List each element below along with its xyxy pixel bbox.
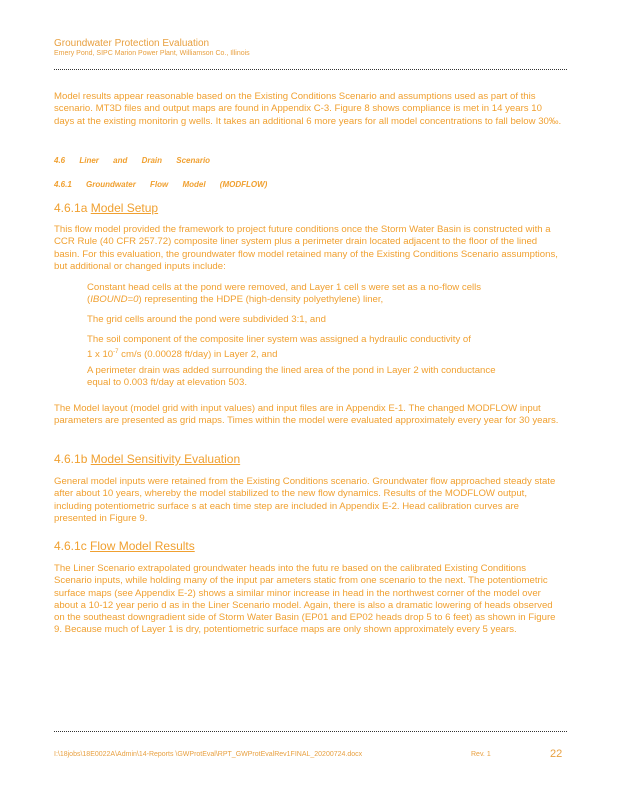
- flow-results-paragraph: The Liner Scenario extrapolated groundwater heads into the futu re based on the calibrated Existing Conditions Scenario inputs, while holding many of the input par ameters static from one scenario to the next. The potentiometric surface maps (see Appendix E-2) shows a similar minor increase in head in the northwest corner of the model over about a 10-12 year perio d as in the Liner Scenario model. Again, there is also a dramatic lowering of heads observed on the southeast downgradient side of Storm Water Basin (EP01 and EP02 heads drop 5 to 6 feet) as shown in Figure 9. Because much of Layer 1 is dry, potentiometric surface maps are only shown approximately every 5 years.: [54, 563, 556, 636]
- section-number: 4.6.1b: [54, 452, 88, 466]
- section-title: Model Sensitivity Evaluation: [90, 452, 241, 466]
- bullet-item-1: Constant head cells at the pond were removed, and Layer 1 cell s were set as a no-flow cells (IBOUND=0) representing the HDPE (high-density polyethylene) liner,: [87, 282, 482, 306]
- footer-revision: Rev. 1: [471, 751, 491, 758]
- section-4-6-heading: [54, 156, 210, 165]
- bullet-4-line2: equal to 0.003 ft/day at elevation 503.: [87, 377, 248, 389]
- bullet-1-line2: ) representing the HDPE (high-density polyethylene) liner,: [138, 294, 384, 306]
- header-subtitle: Emery Pond, SIPC Marion Power Plant, Williamson Co., Illinois: [54, 50, 250, 57]
- intro-paragraph: Model results appear reasonable based on the Existing Conditions Scenario and assumptions used as part of this scenario. MT3D files and output maps are found in Appendix C-3. Figure 8 shows compliance is met in 14 years 10 days at the existing monitorin g wells. It takes an additional 6 more years for all model concentrations to fall below 30‰.: [54, 91, 562, 127]
- header-divider: [54, 69, 567, 70]
- model-layout-paragraph: The Model layout (model grid with input values) and input files are in Appendix E-1. The changed MODFLOW input parameters are presented as grid maps. Times within the model were evaluated approximately every year for 30 years.: [54, 403, 559, 427]
- section-number: 4.6.1c: [54, 539, 87, 553]
- bullet-1-line1: Constant head cells at the pond were removed, and Layer 1 cell s were set as a no-flow cells: [87, 282, 482, 293]
- section-number: 4.6: [54, 156, 66, 165]
- section-4-6-1c-heading: [54, 539, 195, 553]
- bullet-3-line1: The soil component of the composite liner system was assigned a hydraulic conductivity of: [87, 334, 471, 345]
- bullet-4-line1: A perimeter drain was added surrounding the lined area of the pond in Layer 2 with conductance: [87, 365, 496, 376]
- header-title: Groundwater Protection Evaluation: [54, 38, 210, 49]
- bullet-3-line2b: cm/s (0.00028 ft/day) in Layer 2, and: [118, 349, 278, 361]
- bullet-3-superscript: -7: [113, 349, 119, 356]
- section-title: Groundwater Flow Model (MODFLOW): [86, 180, 268, 189]
- bullet-item-2: The grid cells around the pond were subdivided 3:1, and: [87, 314, 326, 325]
- bullet-item-3: [87, 334, 557, 362]
- bullet-1-italic: IBOUND=0: [90, 294, 139, 306]
- model-setup-paragraph: This flow model provided the framework to project future conditions once the Storm Water Basin is constructed with a CCR Rule (40 CFR 257.72) composite liner system plus a perimeter drain located adjacent to the floor of the lined basin. For this evaluation, the groundwater flow model retained many of the Existing Conditions Scenario assumptions, but additional or changed inputs include:: [54, 224, 558, 272]
- footer-file-path: I:\18jobs\18E0022A\Admin\14-Reports \GWProtEval\RPT_GWProtEvalRev1FINAL_20200724.docx: [54, 751, 363, 758]
- bullet-item-4: [87, 365, 557, 390]
- section-title: Liner and Drain Scenario: [79, 156, 211, 165]
- bullet-3-line2a: 1 x 10: [87, 349, 114, 361]
- section-number: 4.6.1: [54, 180, 72, 189]
- section-title: Flow Model Results: [90, 539, 195, 553]
- page-number: 22: [550, 748, 563, 760]
- section-title: Model Setup: [90, 201, 159, 215]
- section-4-6-1b-heading: [54, 452, 240, 466]
- section-number: 4.6.1a: [54, 201, 88, 215]
- section-4-6-1-heading: [54, 180, 267, 189]
- section-4-6-1a-heading: [54, 201, 158, 215]
- footer-divider: [54, 731, 567, 732]
- sensitivity-paragraph: General model inputs were retained from the Existing Conditions scenario. Groundwater flow approached steady state after about 10 years, whereby the model stabilized to the new flow dynamics. Results of the MODFLOW output, including potentiometric surface s at each time step are included in Appendix E-2. Head calibration curves are presented in Figure 9.: [54, 476, 556, 524]
